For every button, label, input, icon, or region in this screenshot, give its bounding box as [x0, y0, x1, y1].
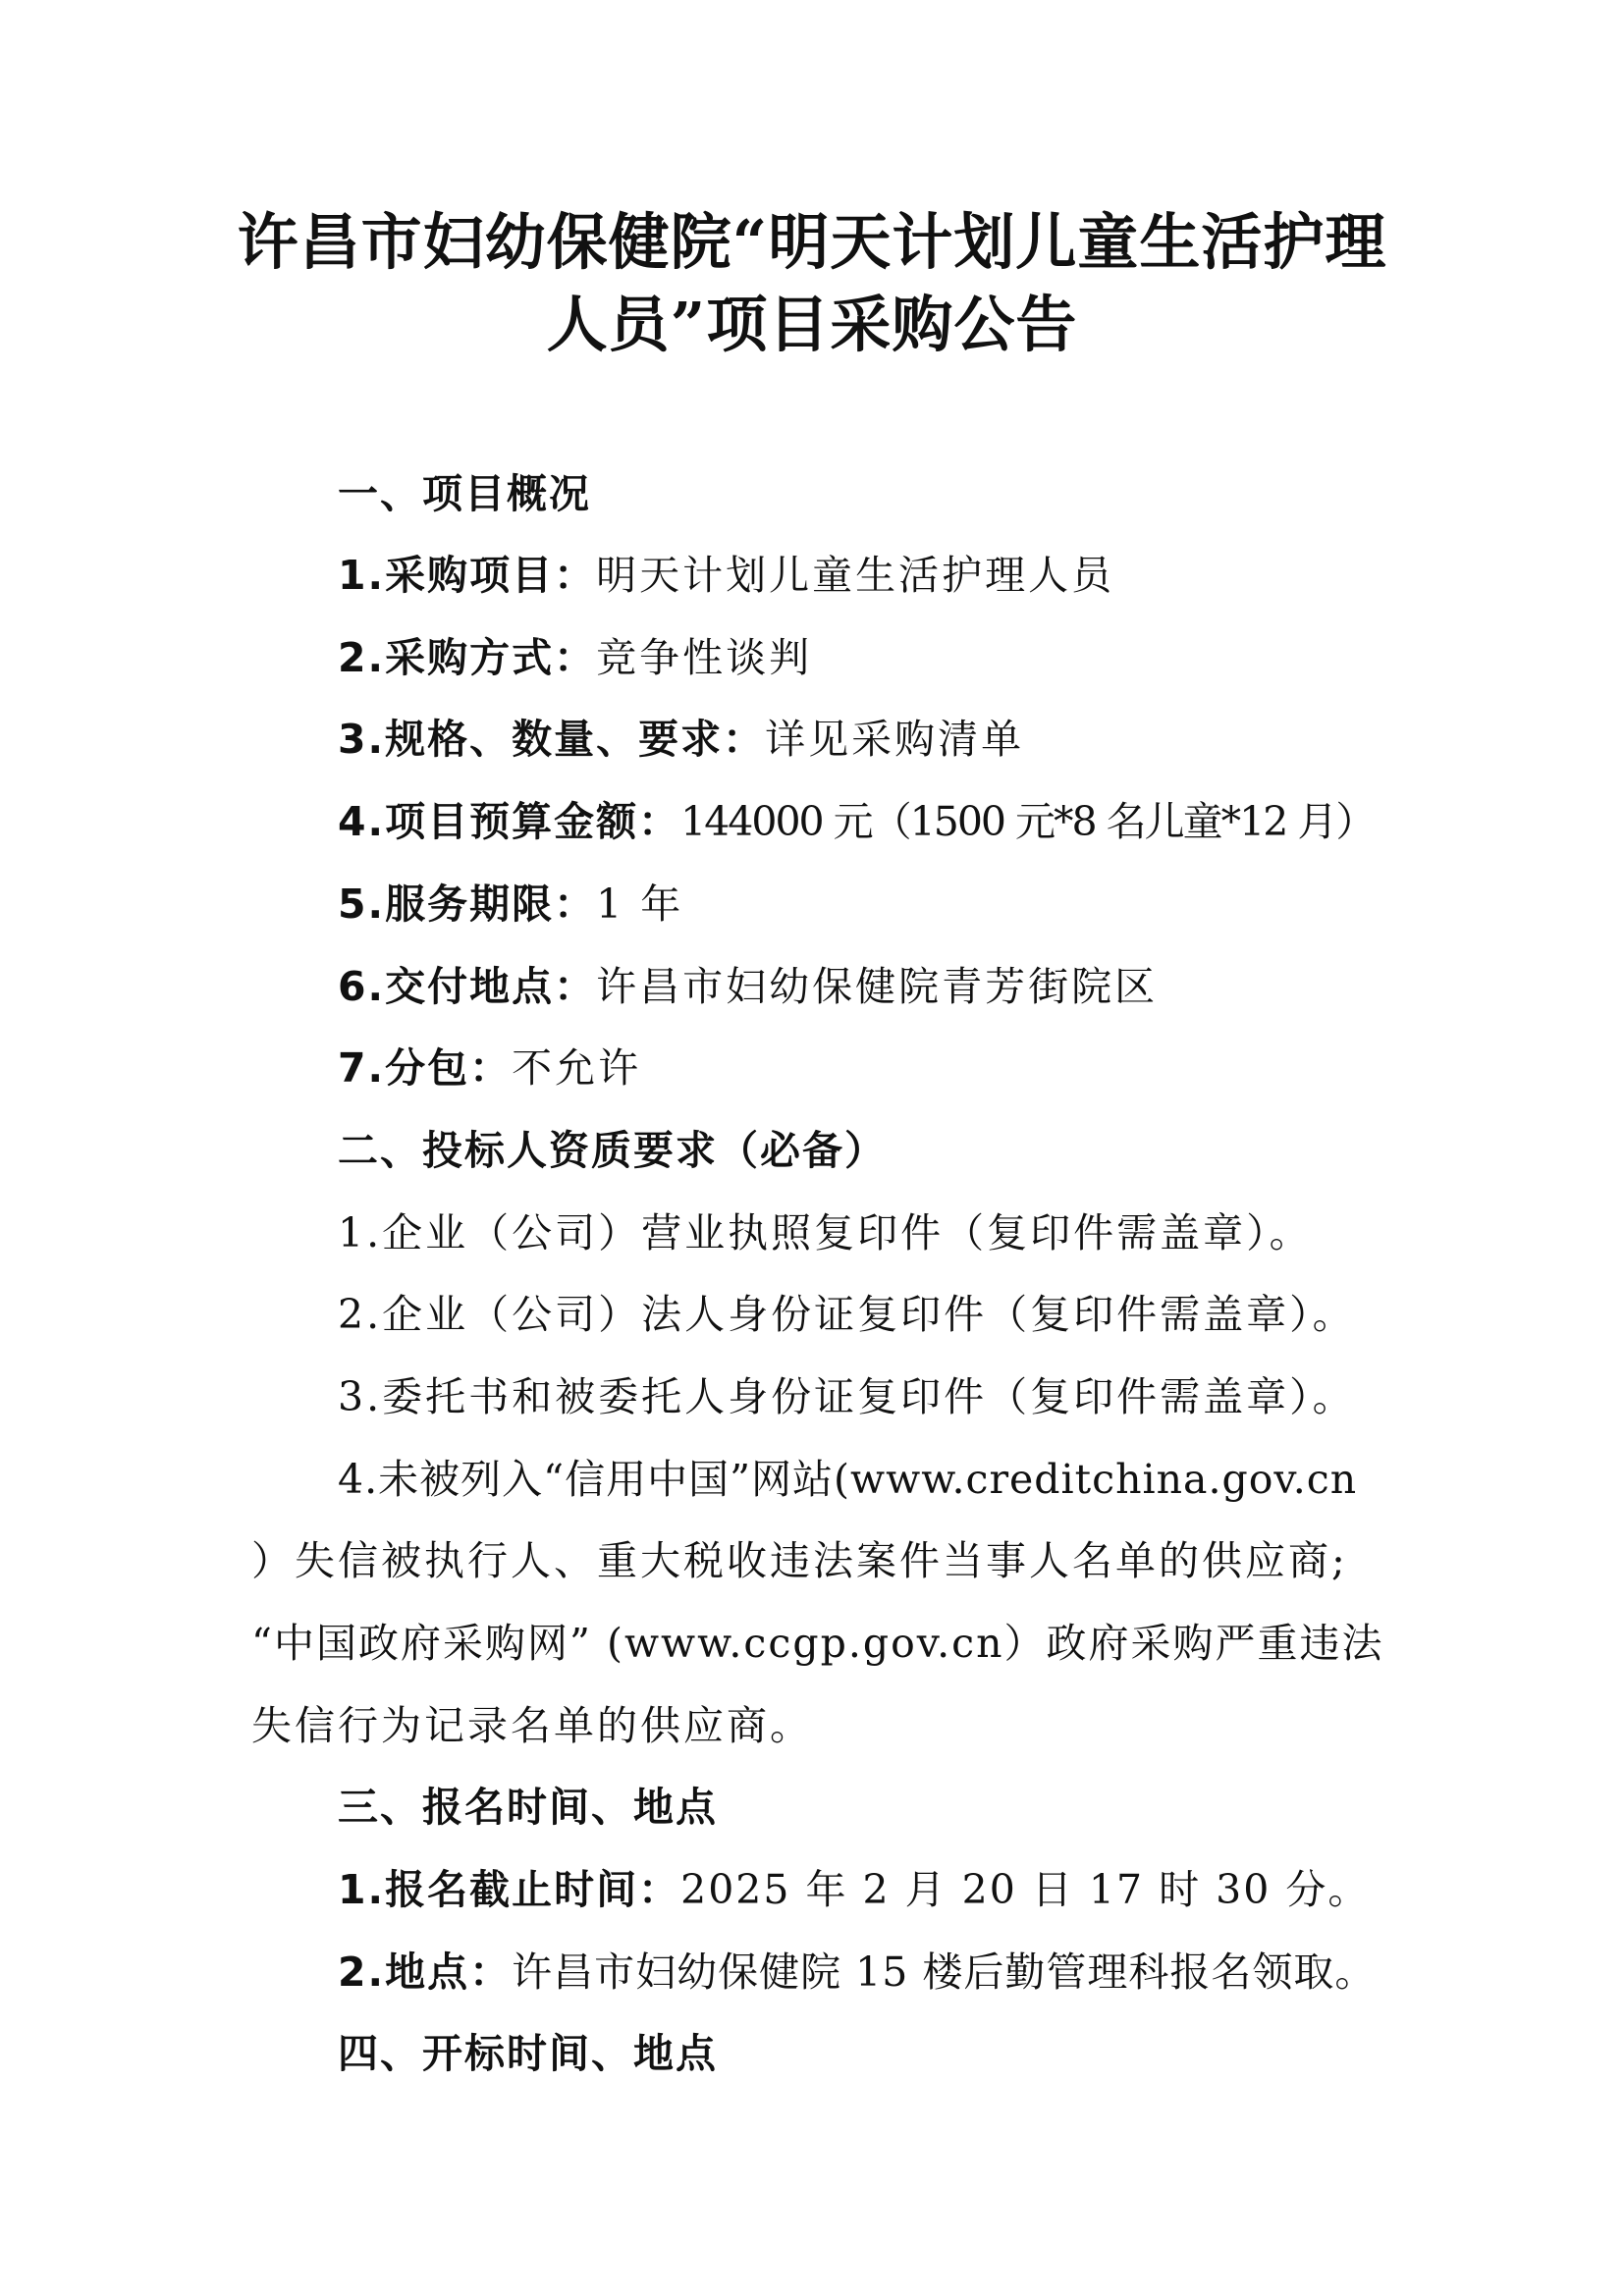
qualification-item-1: 1.企业（公司）营业执照复印件（复印件需盖章）。 [338, 1209, 1313, 1256]
qualification-item-4-line-2: ）失信被执行人、重大税收违法案件当事人名单的供应商; [251, 1537, 1348, 1584]
section-heading-bid-opening: 四、开标时间、地点 [338, 2030, 718, 2077]
qualification-item-4-line-1: 4.未被列入“信用中国”网站(www.creditchina.gov.cn [338, 1456, 1358, 1503]
item-label: 1.采购项目： [338, 552, 597, 599]
item-value: 1 年 [596, 881, 684, 928]
item-value: 2025 年 2 月 20 日 17 时 30 分。 [680, 1866, 1371, 1913]
item-registration-deadline [338, 1865, 1384, 1914]
item-subcontracting [338, 1043, 1384, 1093]
item-label: 1.报名截止时间： [338, 1866, 681, 1913]
qualification-item-4-line-3: “中国政府采购网” (www.ccgp.gov.cn）政府采购严重违法 [251, 1620, 1384, 1667]
item-service-period [338, 880, 1384, 929]
item-label: 2.采购方式： [338, 634, 597, 681]
qualification-item-4-line-4: 失信行为记录名单的供应商。 [251, 1702, 813, 1749]
section-heading-registration: 三、报名时间、地点 [338, 1784, 718, 1831]
item-label: 6.交付地点： [338, 963, 597, 1010]
item-registration-location [338, 1948, 1384, 1997]
item-delivery-location [338, 962, 1384, 1011]
item-label: 7.分包： [338, 1044, 513, 1092]
item-value: 详见采购清单 [765, 716, 1025, 763]
item-budget [338, 797, 1384, 846]
section-heading-bidder-qualifications: 二、投标人资质要求（必备） [338, 1127, 887, 1174]
item-specification [338, 715, 1384, 764]
item-label: 2.地点： [338, 1949, 513, 1996]
item-value: 明天计划儿童生活护理人员 [596, 552, 1115, 599]
qualification-item-2: 2.企业（公司）法人身份证复印件（复印件需盖章）。 [338, 1291, 1356, 1338]
item-value: 144000 元（1500 元*8 名儿童*12 月） [680, 798, 1375, 845]
item-label: 5.服务期限： [338, 881, 597, 928]
item-value: 不允许 [512, 1044, 642, 1092]
item-label: 3.规格、数量、要求： [338, 716, 766, 763]
item-value: 竞争性谈判 [596, 634, 813, 681]
item-procurement-method [338, 633, 1384, 682]
section-heading-project-overview: 一、项目概况 [338, 470, 591, 517]
item-label: 4.项目预算金额： [338, 798, 681, 845]
item-procurement-project [338, 551, 1384, 600]
item-value: 许昌市妇幼保健院 15 楼后勤管理科报名领取。 [512, 1949, 1377, 1996]
item-value: 许昌市妇幼保健院青芳街院区 [596, 963, 1159, 1010]
qualification-item-3: 3.委托书和被委托人身份证复印件（复印件需盖章）。 [338, 1373, 1356, 1420]
document-title-line-1: 许昌市妇幼保健院“明天计划儿童生活护理 [237, 206, 1387, 278]
document-title-line-2: 人员”项目采购公告 [546, 289, 1078, 360]
